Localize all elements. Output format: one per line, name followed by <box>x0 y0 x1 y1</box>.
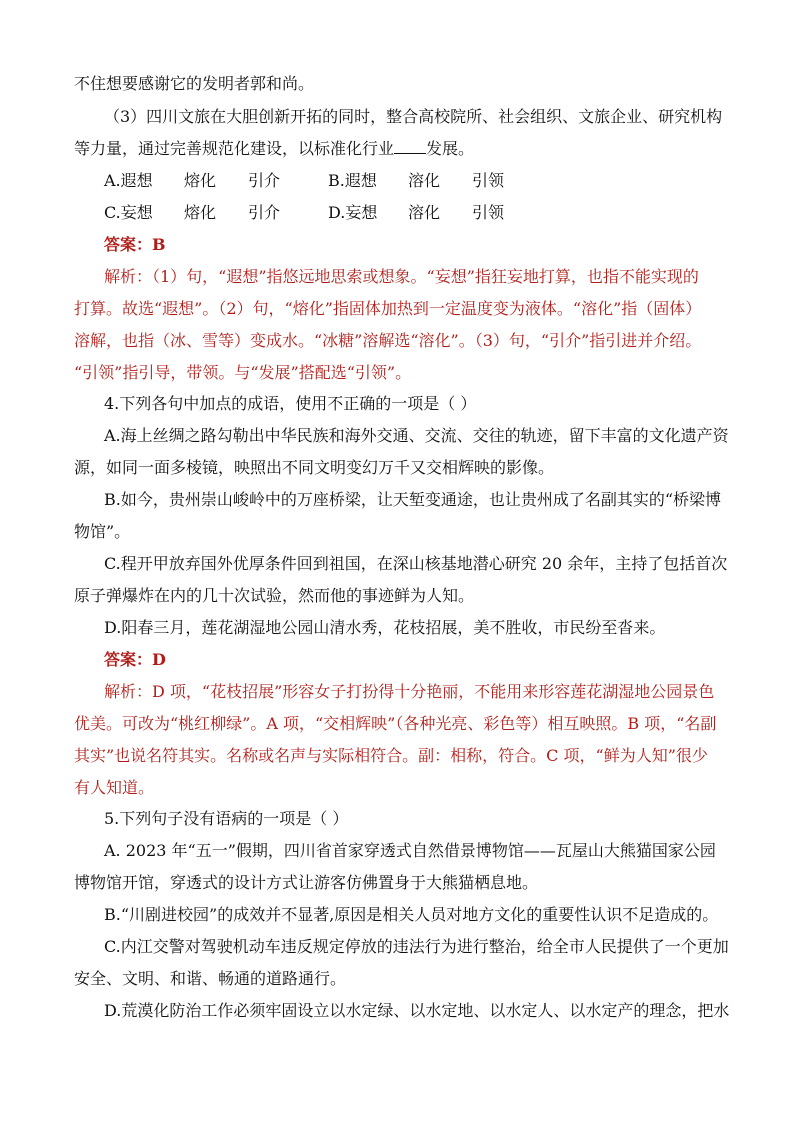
q3-item3-line2-end: 发展。 <box>426 139 475 158</box>
option-a-word3: 引介 <box>248 171 281 190</box>
option-c-word2: 熔化 <box>184 203 217 222</box>
option-a-label: A.遐想 <box>104 171 153 190</box>
option-b-word2: 溶化 <box>408 171 441 190</box>
q4-answer: 答案：D <box>104 650 166 669</box>
q3-item3-line1: （3）四川文旅在大胆创新开拓的同时，整合高校院所、社会组织、文旅企业、研究机构 <box>104 107 723 126</box>
q4-analysis-line1: 解析：D 项，“花枝招展”形容女子打扮得十分艳丽，不能用来形容莲花湖湿地公园景色 <box>104 682 715 701</box>
q4-option-b-line2: 物馆”。 <box>74 522 131 541</box>
q5-option-a-line2: 博物馆开馆，穿透式的设计方式让游客仿佛置身于大熊猫栖息地。 <box>74 873 539 892</box>
q3-analysis-line3: 溶解，也指（冰、雪等）变成水。“冰糖”溶解选“溶化”。（3）句，“引介”指引进并介绍。 <box>74 331 702 350</box>
q4-option-a-line1: A.海上丝绸之路勾勒出中华民族和海外交通、交流、交往的轨迹，留下丰富的文化遗产资 <box>104 426 729 445</box>
q5-option-d: D.荒漠化防治工作必须牢固设立以水定绿、以水定地、以水定人、以水定产的理念，把水 <box>104 1001 730 1020</box>
q4-analysis-line2: 优美。可改为“桃红柳绿”。A 项，“交相辉映”（各种光亮、彩色等）相互映照。B 项，“名副 <box>74 714 717 733</box>
q5-option-b: B.“川剧进校园”的成效并不显著,原因是相关人员对地方文化的重要性认识不足造成的。 <box>104 905 719 924</box>
option-a-word2: 熔化 <box>184 171 217 190</box>
q3-item3-line2 <box>74 138 724 160</box>
q5-stem: 5.下列句子没有语病的一项是（ ） <box>104 809 349 828</box>
q3-analysis-line2: 打算。故选“遐想”。（2）句，“熔化”指固体加热到一定温度变为液体。“溶化”指（固体） <box>74 299 702 318</box>
q4-analysis-line3: 其实”也说名符其实。名称或名声与实际相符合。副：相称，符合。C 项，“鲜为人知”很少 <box>74 746 708 765</box>
q4-option-c-line2: 原子弹爆炸在内的几十次试验，然而他的事迹鲜为人知。 <box>74 586 475 605</box>
option-d-word3: 引领 <box>472 203 505 222</box>
q4-stem: 4.下列各句中加点的成语，使用不正确的一项是（ ） <box>104 394 477 413</box>
q3-analysis-line1: 解析：（1）句，“遐想”指悠远地思索或想象。“妄想”指狂妄地打算，也指不能实现的 <box>104 267 699 286</box>
option-c-word3: 引介 <box>248 203 281 222</box>
option-b-label: B.遐想 <box>328 171 377 190</box>
q5-option-c-line2: 安全、文明、和谐、畅通的道路通行。 <box>74 969 347 988</box>
fill-blank <box>394 139 426 154</box>
q5-option-c-line1: C.内江交警对驾驶机动车违反规定停放的违法行为进行整治，给全市人民提供了一个更加 <box>104 937 729 956</box>
option-c-label: C.妄想 <box>104 203 153 222</box>
option-d-label: D.妄想 <box>328 203 378 222</box>
q4-analysis-line4: 有人知道。 <box>74 778 155 797</box>
q4-option-b-line1: B.如今，贵州崇山峻岭中的万座桥梁，让天堑变通途，也让贵州成了名副其实的“桥梁博 <box>104 490 722 509</box>
q5-option-a-line1: A. 2023 年“五一”假期，四川省首家穿透式自然借景博物馆——瓦屋山大熊猫国家公园 <box>104 841 716 860</box>
option-d-word2: 溶化 <box>408 203 441 222</box>
prev-sentence-tail: 不住想要感谢它的发明者郭和尚。 <box>74 74 315 93</box>
q4-option-d: D.阳春三月，莲花湖湿地公园山清水秀，花枝招展，美不胜收，市民纷至沓来。 <box>104 618 666 637</box>
option-b-word3: 引领 <box>472 171 505 190</box>
q4-option-a-line2: 源，如同一面多棱镜，映照出不同文明变幻万千又交相辉映的影像。 <box>74 458 555 477</box>
q4-option-c-line1: C.程开甲放弃国外优厚条件回到祖国，在深山核基地潜心研究 20 余年，主持了包括首次 <box>104 554 728 573</box>
q3-item3-line2-text: 等力量，通过完善规范化建设，以标准化行业 <box>74 139 395 158</box>
q3-answer: 答案：B <box>104 235 166 254</box>
q3-analysis-line4: “引领”指引导，带领。与“发展”搭配选“引领”。 <box>74 363 412 382</box>
